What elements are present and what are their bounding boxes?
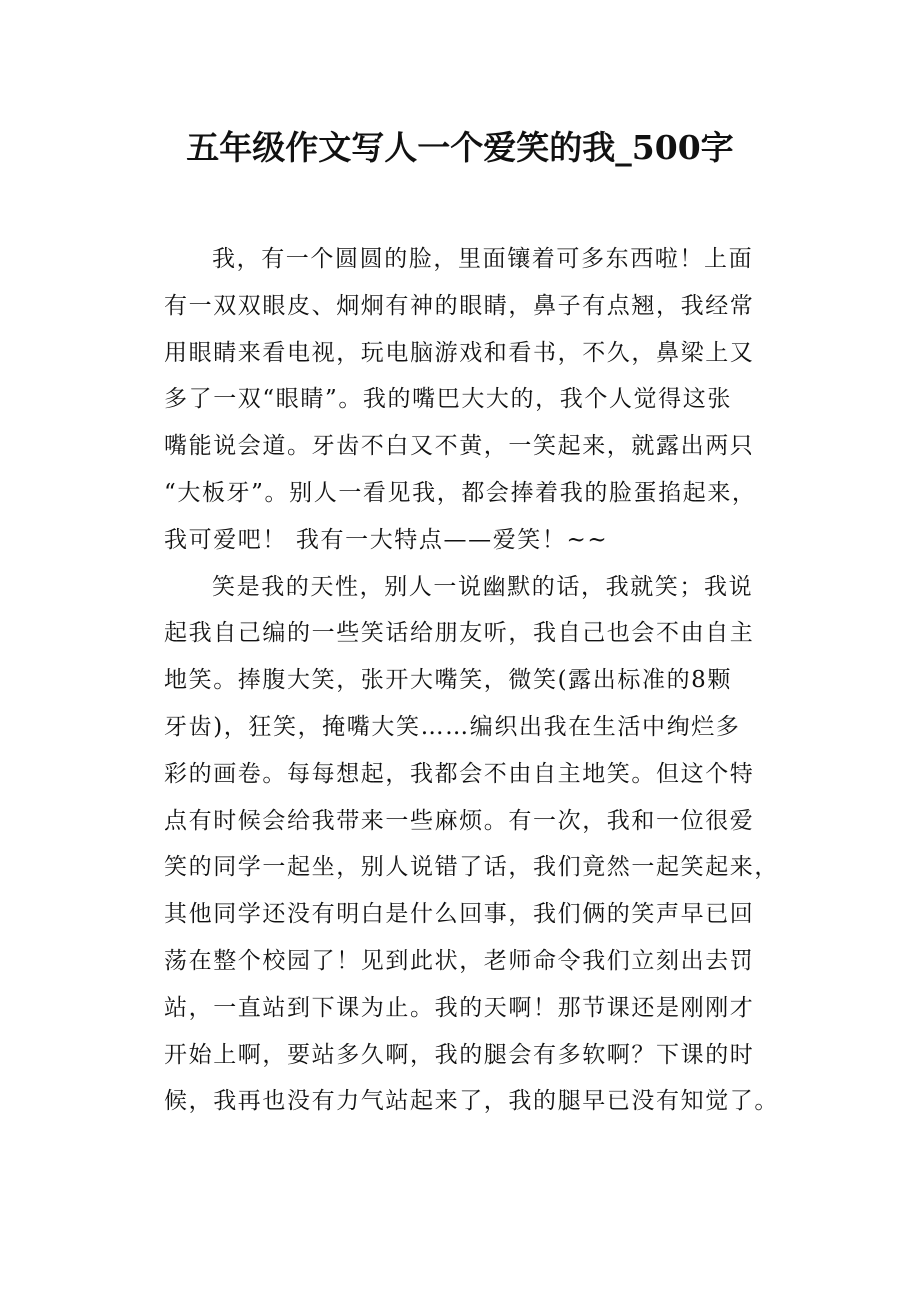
text-line: “大板牙”。别人一看见我，都会捧着我的脸蛋掐起来，	[164, 479, 757, 506]
document-title: 五年级作文写人一个爱笑的我_500字	[186, 128, 734, 167]
text-line: 候，我再也没有力气站起来了，我的腿早已没有知觉了。	[164, 1088, 779, 1115]
text-line: 点有时候会给我带来一些麻烦。有一次，我和一位很爱	[164, 807, 755, 834]
text-line: 笑是我的天性，别人一说幽默的话，我就笑；我说	[212, 573, 754, 600]
text-line: 笑的同学一起坐，别人说错了话，我们竟然一起笑起来，	[164, 854, 779, 881]
text-line: 我，有一个圆圆的脸，里面镶着可多东西啦！上面	[212, 246, 754, 272]
text-line: 有一双双眼皮、炯炯有神的眼睛，鼻子有点翘，我经常	[164, 292, 755, 319]
text-line: 用眼睛来看电视，玩电脑游戏和看书，不久，鼻梁上又	[164, 339, 755, 366]
text-line: 牙齿)，狂笑，掩嘴大笑……编织出我在生活中绚烂多	[164, 713, 741, 740]
document-body	[164, 236, 779, 1125]
text-line: 多了一双“眼睛”。我的嘴巴大大的，我个人觉得这张	[164, 386, 732, 413]
text-line: 起我自己编的一些笑话给朋友听，我自己也会不由自主	[164, 620, 755, 647]
text-line: 地笑。捧腹大笑，张开大嘴笑，微笑(露出标准的8颗	[164, 667, 733, 694]
text-line: 其他同学还没有明白是什么回事，我们俩的笑声早已回	[164, 901, 755, 928]
text-line: 彩的画卷。每每想起，我都会不由自主地笑。但这个特	[164, 760, 755, 787]
text-line: 站，一直站到下课为止。我的天啊！那节课还是刚刚才	[164, 994, 755, 1021]
text-line: 嘴能说会道。牙齿不白又不黄，一笑起来，就露出两只	[164, 433, 755, 460]
text-line: 我可爱吧！ 我有一大特点——爱笑！~~	[164, 526, 609, 553]
text-line: 荡在整个校园了！见到此状，老师命令我们立刻出去罚	[164, 947, 755, 974]
text-line: 开始上啊，要站多久啊，我的腿会有多软啊？下课的时	[164, 1041, 755, 1068]
